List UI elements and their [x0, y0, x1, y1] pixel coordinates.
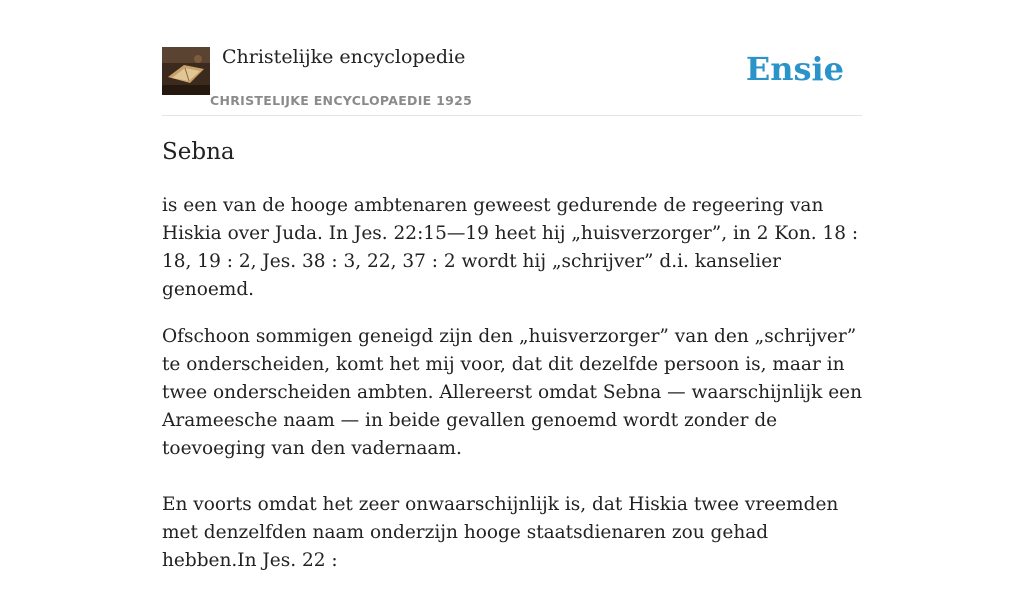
book-image-icon: [162, 47, 210, 95]
source-header: [162, 40, 862, 116]
paragraph: is een van de hooge ambtenaren geweest gedurende de regeering van Hiskia over Juda. In Jes. 22:15—19 heet hij „huisverzorger”, in 2 Kon. 18 : 18, 19 : 2, Jes. 38 : 3, 22, 37 : 2 wordt hij „schrijver” d.i. kanselier genoemd.: [162, 195, 859, 300]
article-body: [162, 192, 864, 594]
article-title: Sebna: [162, 139, 235, 165]
source-avatar[interactable]: [162, 47, 210, 95]
source-subtitle[interactable]: CHRISTELIJKE ENCYCLOPAEDIE 1925: [210, 93, 473, 108]
brand-logo[interactable]: Ensie: [745, 50, 844, 88]
source-title[interactable]: Christelijke encyclopedie: [222, 46, 466, 68]
paragraph: Ofschoon sommigen geneigd zijn den „huisverzorger” van den „schrijver” te onderscheiden, komt het mij voor, dat dit dezelfde persoon is, maar in twee onderscheiden ambten. Allereerst omdat Sebna — waarschijnlijk een Arameesche naam — in beide gevallen genoemd wordt zonder de toevoeging van den vadernaam. En voorts omdat het zeer onwaarschijnlijk is, dat Hiskia twee vreemden met denzelfden naam onderzijn hooge staatsdienaren zou gehad hebben.In Jes. 22 :: [162, 326, 863, 571]
